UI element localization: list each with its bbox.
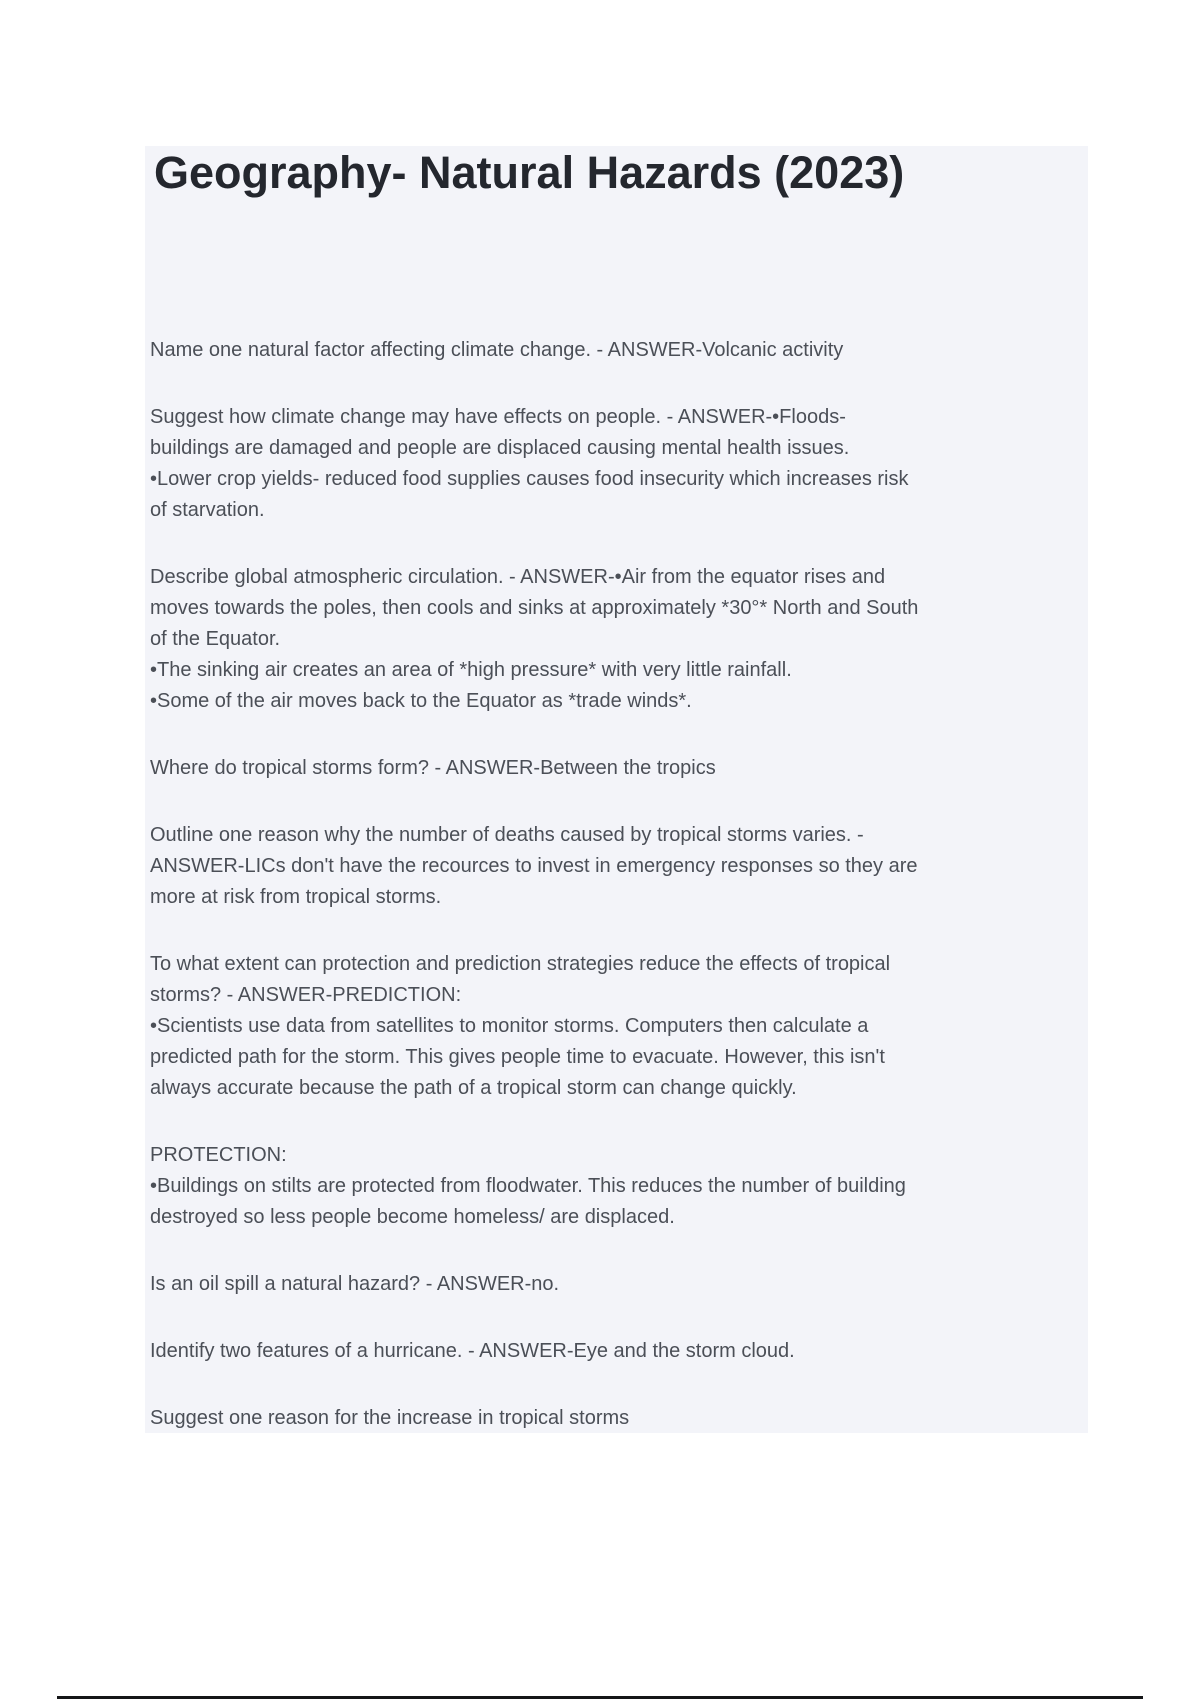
- text-line: Suggest how climate change may have effects on people. - ANSWER-•Floods-: [150, 406, 846, 428]
- qa-paragraph: [150, 949, 1088, 1104]
- page-bottom-divider: [57, 1696, 1143, 1699]
- qa-paragraph: [150, 335, 1088, 366]
- qa-paragraph: [150, 562, 1088, 717]
- qa-paragraph: [150, 1403, 1088, 1433]
- qa-paragraph: [150, 1336, 1088, 1367]
- text-line: of the Equator.: [150, 628, 281, 650]
- qa-paragraph: [150, 1269, 1088, 1300]
- qa-paragraph: [150, 1140, 1088, 1233]
- text-line: Is an oil spill a natural hazard? - ANSWER-no.: [150, 1273, 560, 1295]
- text-line: Outline one reason why the number of deaths caused by tropical storms varies. -: [150, 824, 864, 846]
- document-content-area: [145, 146, 1088, 1433]
- text-line: Describe global atmospheric circulation. - ANSWER-•Air from the equator rises and: [150, 566, 886, 588]
- qa-paragraph: [150, 820, 1088, 913]
- text-line: Identify two features of a hurricane. - ANSWER-Eye and the storm cloud.: [150, 1340, 795, 1362]
- qa-paragraph: [150, 753, 1088, 784]
- text-line: storms? - ANSWER-PREDICTION:: [150, 984, 462, 1006]
- text-line: •Scientists use data from satellites to monitor storms. Computers then calculate a: [150, 1015, 869, 1037]
- text-line: PROTECTION:: [150, 1144, 287, 1166]
- text-line: ANSWER-LICs don't have the recources to invest in emergency responses so they are: [150, 855, 918, 877]
- text-line: moves towards the poles, then cools and sinks at approximately *30°* North and South: [150, 597, 919, 619]
- text-line: •Some of the air moves back to the Equator as *trade winds*.: [150, 690, 692, 712]
- text-line: Where do tropical storms form? - ANSWER-Between the tropics: [150, 757, 716, 779]
- text-line: To what extent can protection and prediction strategies reduce the effects of tropical: [150, 953, 891, 975]
- text-line: Name one natural factor affecting climate change. - ANSWER-Volcanic activity: [150, 339, 844, 361]
- text-line: destroyed so less people become homeless/ are displaced.: [150, 1206, 675, 1228]
- text-line: predicted path for the storm. This gives people time to evacuate. However, this isn't: [150, 1046, 885, 1068]
- text-line: •The sinking air creates an area of *high pressure* with very little rainfall.: [150, 659, 792, 681]
- document-body: [145, 335, 1088, 1433]
- text-line: always accurate because the path of a tropical storm can change quickly.: [150, 1077, 797, 1099]
- text-line: buildings are damaged and people are displaced causing mental health issues.: [150, 437, 850, 459]
- text-line: Suggest one reason for the increase in tropical storms: [150, 1407, 630, 1429]
- text-line: of starvation.: [150, 499, 265, 521]
- document-title: Geography- Natural Hazards (2023): [154, 147, 905, 198]
- text-line: •Buildings on stilts are protected from floodwater. This reduces the number of building: [150, 1175, 906, 1197]
- qa-paragraph: [150, 402, 1088, 526]
- text-line: more at risk from tropical storms.: [150, 886, 442, 908]
- text-line: •Lower crop yields- reduced food supplies causes food insecurity which increases risk: [150, 468, 909, 490]
